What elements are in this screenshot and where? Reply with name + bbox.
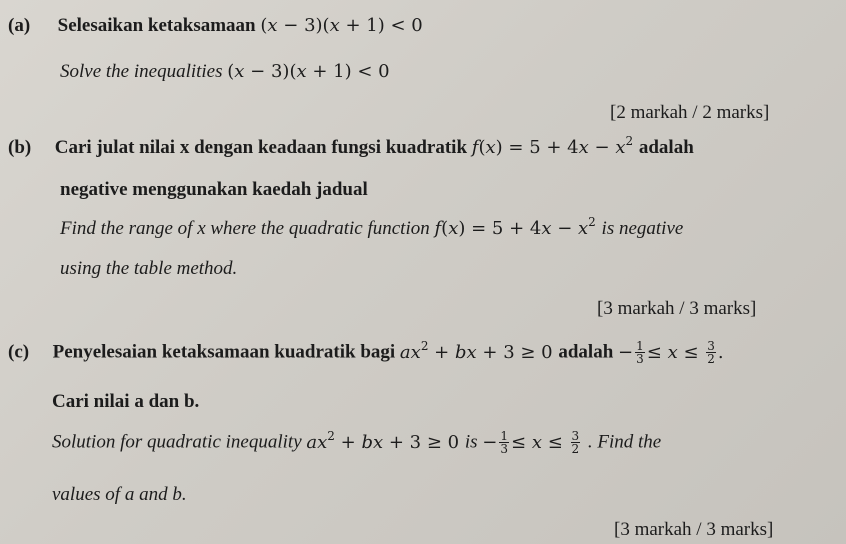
part-c-inequality-malay: $ax^2$ + bx + 3 ≥ 0 xyxy=(399,338,559,363)
part-a-malay-line xyxy=(8,14,423,38)
part-b-english-line2: using the table method. xyxy=(60,258,238,279)
part-b-malay-suffix: adalah xyxy=(638,137,694,158)
part-c-english-line1 xyxy=(52,430,661,455)
part-b-function-english: $f(x) = 5 + 4x - x^2$ xyxy=(434,215,596,239)
part-c-inequality-english: $ax^2$ + bx + 3 ≥ 0 xyxy=(306,428,465,453)
part-c-malay-prefix: Penyelesaian ketaksamaan kuadratik bagi xyxy=(52,341,396,363)
part-b-marks: [3 markah / 3 marks] xyxy=(597,298,757,319)
part-b-malay-line1 xyxy=(8,136,694,160)
part-c-range-english: − $\frac{1}{3}$ ≤ x ≤ $\frac{3}{2}$ xyxy=(482,429,580,456)
part-c-malay-mid: adalah xyxy=(558,341,614,363)
part-a-expression-english: (x − 3)(x + 1) < 0 xyxy=(227,61,390,82)
part-a-marks: [2 markah / 2 marks] xyxy=(610,102,770,123)
part-c-english-prefix: Solution for quadratic inequality xyxy=(52,431,302,453)
part-a-expression-malay: (x − 3)(x + 1) < 0 xyxy=(260,15,423,36)
part-b-malay-prefix: Cari julat nilai x dengan keadaan fungsi kuadratik xyxy=(54,137,468,158)
part-b-english-prefix: Find the range of x where the quadratic function xyxy=(60,218,430,239)
part-c-range-malay: − $\frac{1}{3}$ ≤ x ≤ $\frac{3}{2}$ . xyxy=(618,339,724,366)
part-c-label: (c) xyxy=(8,341,30,363)
part-a-label: (a) xyxy=(8,15,31,36)
part-c-malay-line2 xyxy=(52,390,199,414)
part-a-malay-prefix: Selesaikan ketaksamaan xyxy=(57,15,256,36)
part-c-malay-line1 xyxy=(8,340,724,365)
part-a-english-line xyxy=(60,60,390,84)
part-b-function-malay: $f(x) = 5 + 4x - x^2$ xyxy=(471,134,634,158)
part-b-english-suffix: is negative xyxy=(601,218,684,239)
part-c-english-suffix: . Find the xyxy=(587,431,662,453)
part-b-label: (b) xyxy=(8,137,32,158)
part-c-english-line2: values of a and b. xyxy=(52,484,187,505)
part-b-malay-line2: negative menggunakan kaedah jadual xyxy=(60,179,368,200)
part-c-english-mid: is xyxy=(464,431,478,453)
part-a-english-prefix: Solve the inequalities xyxy=(60,61,223,82)
part-c-malay-line2-text: Cari nilai a dan b. xyxy=(52,391,200,412)
part-b-english-line1 xyxy=(60,217,683,241)
part-c-marks: [3 markah / 3 marks] xyxy=(614,519,774,540)
